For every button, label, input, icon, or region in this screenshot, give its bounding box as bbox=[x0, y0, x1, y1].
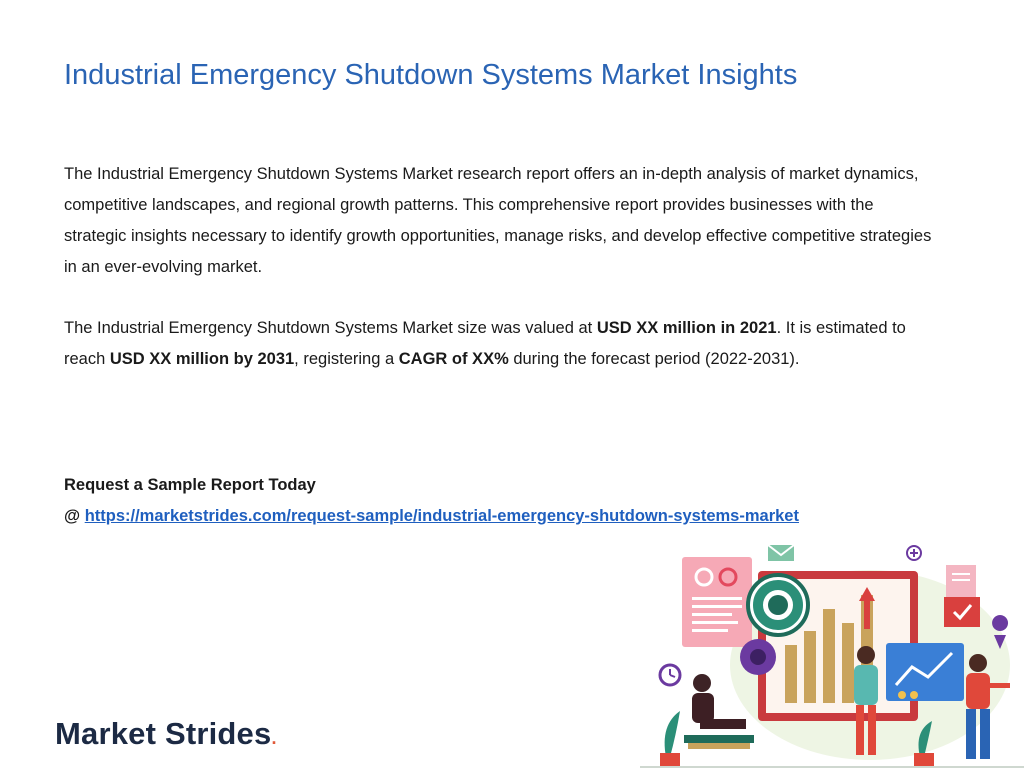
envelope-icon bbox=[768, 545, 794, 561]
analytics-card-icon bbox=[886, 643, 964, 701]
size-text-2: . It is estimated to reach bbox=[64, 319, 906, 368]
clock-icon bbox=[660, 665, 680, 685]
size-text-1: The Industrial Emergency Shutdown Systems Market size was valued at bbox=[64, 319, 597, 337]
cta-heading: Request a Sample Report Today bbox=[64, 476, 316, 494]
size-text-3: , registering a bbox=[294, 350, 399, 368]
size-value-2031: USD XX million by 2031 bbox=[109, 350, 295, 368]
company-logo bbox=[55, 716, 277, 752]
checklist-icon bbox=[944, 565, 980, 627]
cta-line bbox=[64, 503, 799, 529]
report-sheet-icon bbox=[682, 557, 752, 647]
page-title: Industrial Emergency Shutdown Systems Market Insights bbox=[64, 59, 798, 91]
cta-prefix: @ bbox=[64, 507, 85, 525]
donut-chart-icon bbox=[748, 575, 808, 635]
logo-dot: . bbox=[271, 728, 277, 748]
intro-paragraph: The Industrial Emergency Shutdown Systems Market research report offers an in-depth analysis of market dynamics, competitive landscapes, and regional growth patterns. This comprehensive report provides businesses with the strategic insights necessary to identify growth opportunities, manage risks, and develop effective competitive strategies in an ever-evolving market. bbox=[64, 165, 932, 276]
sample-report-link[interactable]: https://marketstrides.com/request-sample/industrial-emergency-shutdown-systems-market bbox=[84, 507, 799, 525]
size-text-4: during the forecast period (2022-2031). bbox=[508, 350, 800, 368]
size-value-2021: USD XX million in 2021 bbox=[596, 319, 777, 337]
plus-icon bbox=[907, 546, 921, 560]
cagr-value: CAGR of XX% bbox=[398, 350, 509, 368]
market-size-paragraph bbox=[64, 313, 934, 375]
analytics-illustration bbox=[640, 535, 1024, 768]
gear-icon bbox=[740, 639, 776, 675]
logo-text: Market Strides bbox=[55, 716, 272, 751]
